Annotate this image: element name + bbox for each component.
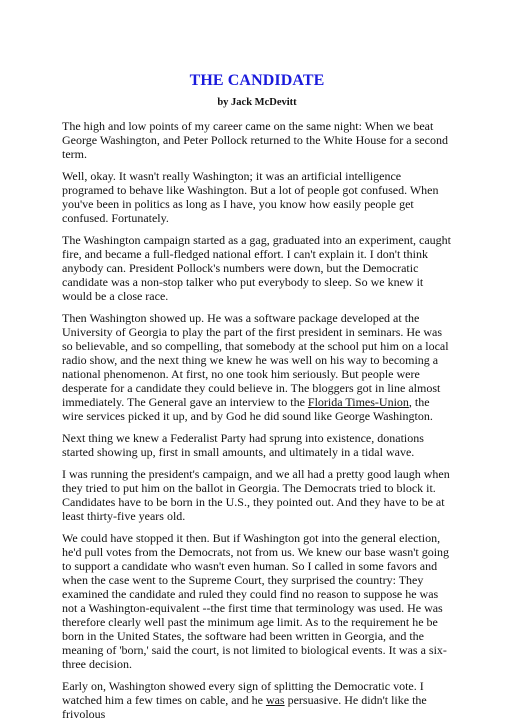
paragraph-2: Well, okay. It wasn't really Washington; it was an artificial intelligence programed to behave like Washington. But a lot of people got confused. When you've been in politics as long as I have, you know how easily people get confused. Fortunately. (62, 169, 439, 225)
author-byline: by Jack McDevitt (217, 97, 297, 108)
paragraph-1: The high and low points of my career came on the same night: When we beat George Washington, and Peter Pollock returned to the White House for a second term. (62, 119, 448, 161)
paragraph-6: I was running the president's campaign, and we all had a pretty good laugh when they tried to put him on the ballot in Georgia. The Democrats tried to block it. Candidates have to be born in the U.S., they pointed out. And they have to be at least thirty-five years old. (62, 467, 450, 523)
paragraph-4: Then Washington showed up. He was a software package developed at the University of Georgia to play the part of the first president in seminars. He was so believable, and so compelling, that somebody at the school put him on a local radio show, and the next thing we knew he was well on his way to becoming a national phenomenon. At first, no one took him seriously. But people were desperate for a candidate they could believe in. The bloggers got in line almost immediately. The General gave an interview to the Florida Times-Union, the wire services picked it up, and by God he did sound like George Washington. (62, 311, 449, 423)
paragraph-8: Early on, Washington showed every sign of splitting the Democratic vote. I watched him a few times on cable, and he was persuasive. He didn't like the frivolous (62, 679, 427, 721)
document-title: THE CANDIDATE (189, 72, 325, 89)
emphasized-word: was (265, 693, 285, 707)
paragraph-5: Next thing we knew a Federalist Party had sprung into existence, donations started showing up, first in small amounts, and ultimately in a tidal wave. (62, 431, 424, 459)
newspaper-title: Florida Times-Union (307, 395, 409, 409)
paragraph-7: We could have stopped it then. But if Washington got into the general election, he'd pull votes from the Democrats, not from us. We knew our base wasn't going to support a candidate who wasn't even human. So I called in some favors and when the case went to the Supreme Court, they surprised the country: They examined the candidate and ruled they could find no reason to suppose he was not a Washington-equivalent --the first time that terminology was used. He was therefore clearly well past the minimum age limit. As to the requirement he be born in the United States, the software had been written in Georgia, and the meaning of 'born,' said the court, is not limited to biological events. It was a six-three decision. (62, 531, 450, 671)
paragraph-3: The Washington campaign started as a gag, graduated into an experiment, caught fire, and became a full-fledged national effort. I can't explain it. I don't think anybody can. President Pollock's numbers were down, but the Democratic candidate was a non-stop talker who put everybody to sleep. So we knew it would be a close race. (62, 233, 452, 303)
